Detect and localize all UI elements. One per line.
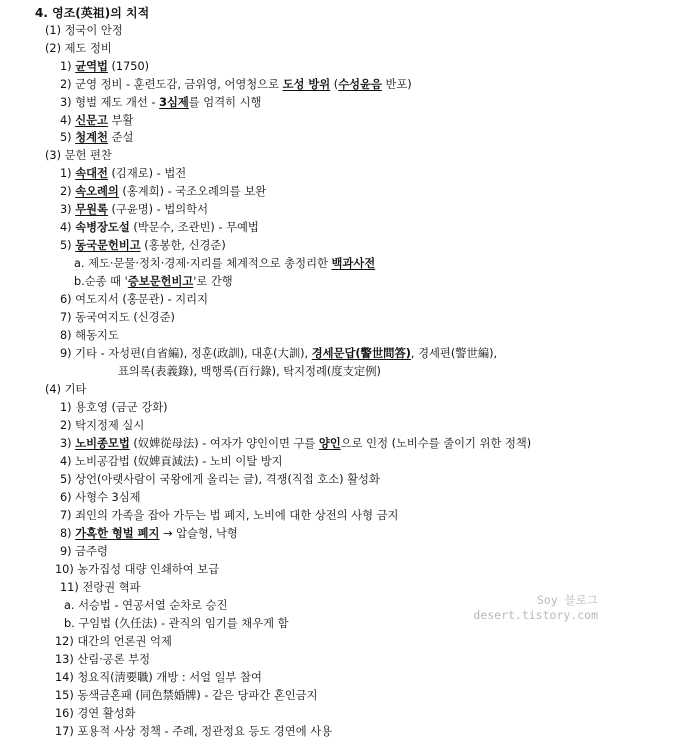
outline-item [60,544,108,560]
watermark [473,593,598,623]
item-text: 준설 [107,131,134,144]
item-text: 3) 형벌 제도 개선 - [60,96,160,109]
outline-item [55,670,262,686]
outline-item [118,364,381,380]
emphasized-term: 양인 [318,437,341,450]
item-text: 8) 해동지도 [60,329,119,342]
outline-item [60,184,266,200]
outline-item [60,418,144,434]
item-text: 4) [60,221,76,234]
item-text: 4) 노비공감법 (奴婢貢減法) - 노비 이탈 방지 [60,455,283,468]
item-text: 를 엄격히 시행 [188,96,262,109]
outline-item [60,95,261,111]
emphasized-term: 수성윤음 [338,78,382,91]
outline-item [60,472,380,488]
outline-item [55,688,317,704]
outline-item [64,598,228,614]
bold-term: 4. 영조(英祖)의 치적 [35,6,150,20]
item-text: , 경세편(警世編), [410,347,498,360]
outline-item [60,526,238,542]
item-text: a. 서승법 - 연공서열 순차로 승진 [64,599,228,612]
item-text: 7) 동국여지도 (신경준) [60,311,175,324]
item-text: 표의록(表義錄), 백행록(百行錄), 탁지정례(度支定例) [118,365,381,378]
emphasized-term: 3심제 [159,96,189,109]
item-text: 3) [60,437,76,450]
outline-item [45,41,112,57]
item-text: ( [330,78,339,91]
outline-item [45,148,112,164]
item-text: 반포) [381,78,412,91]
item-text: 8) [60,527,76,540]
outline-item [60,113,133,129]
outline-item [74,256,375,272]
item-text: 1) [60,60,76,73]
emphasized-term: 동국문헌비고 [75,239,141,252]
item-text: a. 제도·문물·정치·경제·지리를 체계적으로 총정리한 [74,257,332,270]
item-text: 10) 농가집성 대량 인쇄하여 보급 [55,563,220,576]
item-text: 5) [60,131,76,144]
item-text: b. 구임법 (久任法) - 관직의 임기를 채우게 함 [64,617,289,630]
emphasized-term: 속대전 [75,167,108,180]
emphasized-term: 청계천 [75,131,108,144]
item-text: (박문수, 조관빈) - 무예법 [129,221,259,234]
outline-item [60,59,149,75]
emphasized-term: 균역법 [75,60,108,73]
item-text: (1750) [107,60,150,73]
item-text: 13) 산림·공론 부정 [55,653,151,666]
item-text: 11) 전랑권 혁파 [60,581,141,594]
item-text: (4) 기타 [45,383,87,396]
outline-item [60,310,175,326]
item-text: 9) 기타 - 자성편(自省編), 정훈(政訓), 대훈(大訓), [60,347,312,360]
outline-item [60,454,283,470]
outline-item [60,77,412,93]
item-text: 으로 인정 (노비수를 줄이기 위한 정책) [340,437,532,450]
outline-item [74,274,233,290]
item-text: 5) 상언(아랫사람이 국왕에게 올리는 글), 격쟁(직접 호소) 활성화 [60,473,380,486]
item-text: 3) [60,203,76,216]
item-text: (홍계희) - 국조오례의를 보완 [118,185,267,198]
emphasized-term: 도성 방위 [282,78,331,91]
emphasized-term: 가혹한 형벌 폐지 [75,527,160,540]
item-text: 4) [60,114,76,127]
outline-item [45,23,123,39]
outline-item [45,382,86,398]
emphasized-term: 신문고 [75,114,108,127]
outline-item [60,202,208,218]
outline-item [60,238,226,254]
item-text: 14) 청요직(淸要職) 개방 : 서얼 일부 참여 [55,671,262,684]
emphasized-term: 속오례의 [75,185,119,198]
outline-item [55,562,219,578]
outline-item [60,508,398,524]
item-text: 9) 금주령 [60,545,108,558]
item-text: 6) 여도지서 (홍문관) - 지리지 [60,293,208,306]
item-text: (2) 제도 정비 [45,42,112,55]
outline-item [60,220,259,236]
outline-item [60,292,208,308]
outline-item [64,616,289,632]
item-text: (3) 문헌 편찬 [45,149,112,162]
item-text: '로 간행 [193,275,233,288]
watermark-line1: Soy 블로그 [536,593,598,607]
outline-item [55,706,136,722]
emphasized-term: 경세문답(警世問答) [311,347,411,360]
item-text: 12) 대간의 언론권 억제 [55,635,172,648]
emphasized-term: 증보문헌비고 [127,275,194,288]
watermark-line2: desert.tistory.com [473,608,598,622]
outline-item [60,436,531,452]
outline-item [60,346,497,362]
item-text: (奴婢從母法) - 여자가 양인이면 구를 [129,437,319,450]
item-text: 16) 경연 활성화 [55,707,136,720]
outline-item [55,652,150,668]
outline-item [60,328,119,344]
item-text: 15) 동색금혼패 (同色禁婚牌) - 같은 당파간 혼인금지 [55,689,318,702]
section-title [35,5,149,21]
outline-item [60,166,186,182]
outline-item [60,580,141,596]
item-text: 2) [60,185,76,198]
item-text: 2) 탁지정제 실시 [60,419,145,432]
item-text: 2) 군영 정비 - 훈련도감, 금위영, 어영청으로 [60,78,283,91]
item-text: → 압슬형, 낙형 [159,527,238,540]
item-text: 7) 죄인의 가족을 잡아 가두는 법 폐지, 노비에 대한 상전의 사형 금지 [60,509,399,522]
outline-item [55,724,332,740]
item-text: (홍봉한, 신경준) [140,239,226,252]
emphasized-term: 무원록 [75,203,108,216]
item-text: (김재로) - 법전 [107,167,187,180]
item-text: (구윤명) - 법의학서 [107,203,208,216]
outline-item [55,634,172,650]
item-text: 부활 [107,114,134,127]
emphasized-term: 백과사전 [331,257,376,270]
outline-item [60,130,133,146]
outline-item [60,400,168,416]
item-text: 1) 용호영 (금군 강화) [60,401,168,414]
item-text: 17) 포용적 사상 정책 - 주례, 정관정요 등도 경연에 사용 [55,725,333,738]
item-text: 1) [60,167,76,180]
item-text: (1) 정국이 안정 [45,24,123,37]
item-text: 6) 사형수 3심제 [60,491,141,504]
item-text: b.순종 때 ' [74,275,128,288]
item-text: 5) [60,239,76,252]
outline-item [60,490,141,506]
bold-term: 속병장도설 [75,221,130,234]
emphasized-term: 노비종모법 [75,437,130,450]
